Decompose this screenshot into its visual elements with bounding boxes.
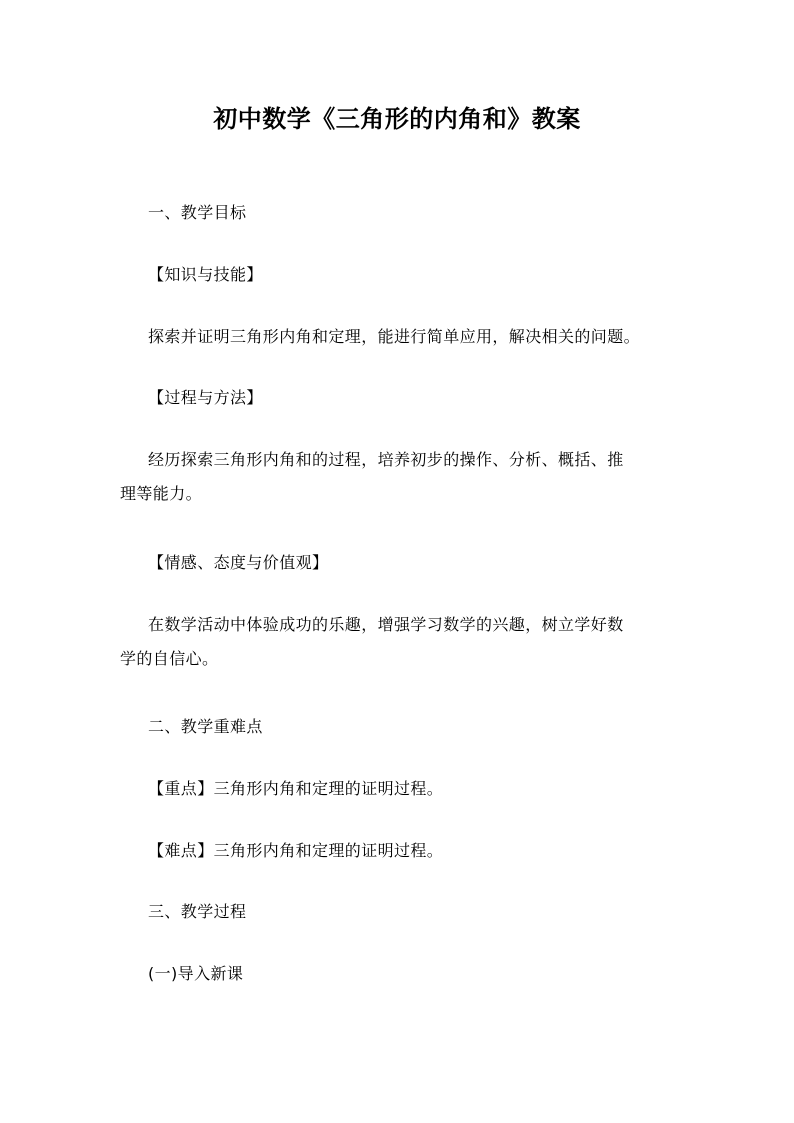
paragraph-emotion-attitude-values	[120, 608, 680, 676]
paragraph-process-methods	[120, 443, 680, 511]
section-heading-teaching-objectives: 一、教学目标	[148, 203, 247, 222]
label-knowledge-skills: 【知识与技能】	[148, 265, 263, 284]
label-emotion-attitude-values: 【情感、态度与价值观】	[148, 553, 329, 572]
paragraph-process-methods-line1: 经历探索三角形内角和的过程，培养初步的操作、分析、概括、推	[148, 450, 624, 469]
paragraph-emotion-line1: 在数学活动中体验成功的乐趣，增强学习数学的兴趣，树立学好数	[148, 615, 624, 634]
paragraph-emotion-line2: 学的自信心。	[120, 649, 219, 668]
paragraph-key-point: 【重点】三角形内角和定理的证明过程。	[148, 779, 444, 798]
document-title: 初中数学《三角形的内角和》教案	[213, 105, 581, 133]
paragraph-process-methods-line2: 理等能力。	[120, 484, 203, 503]
label-process-methods: 【过程与方法】	[148, 388, 263, 407]
paragraph-difficult-point: 【难点】三角形内角和定理的证明过程。	[148, 841, 444, 860]
section-heading-teaching-process: 三、教学过程	[148, 902, 247, 921]
paragraph-knowledge-skills: 探索并证明三角形内角和定理，能进行简单应用，解决相关的问题。	[148, 327, 641, 346]
subheading-introduce-new-lesson: (一)导入新课	[148, 964, 244, 983]
section-heading-key-difficult-points: 二、教学重难点	[148, 717, 263, 736]
